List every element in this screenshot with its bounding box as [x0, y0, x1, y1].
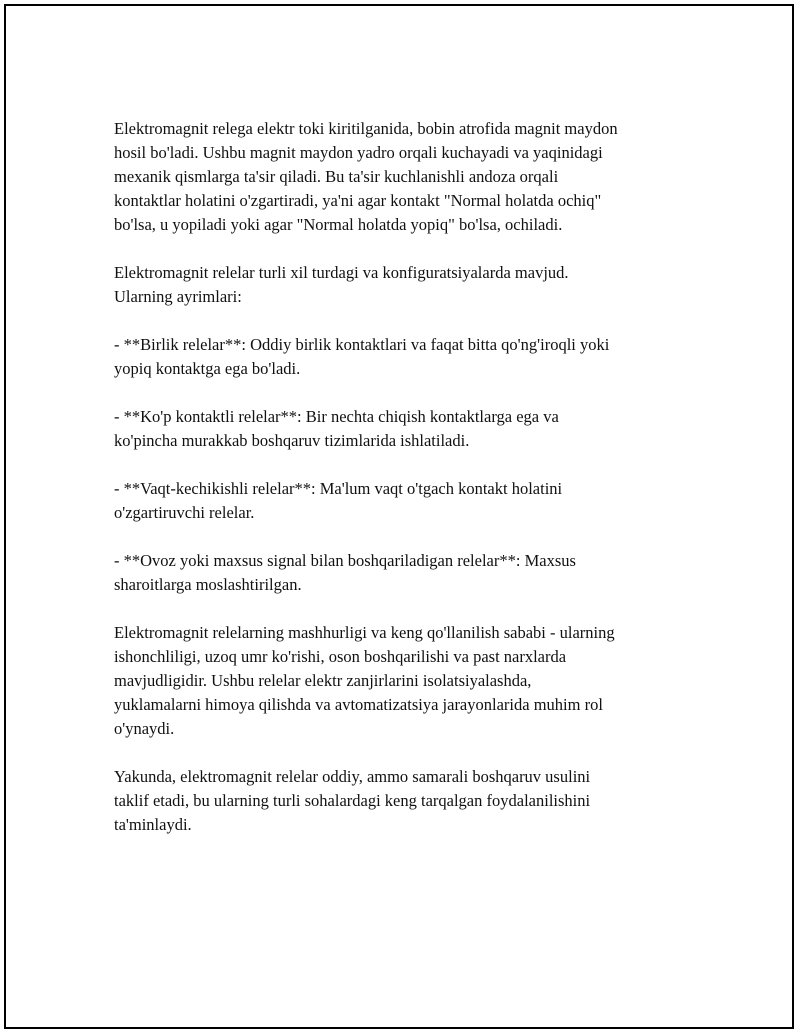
- list-item-signal-controlled-relays: - **Ovoz yoki maxsus signal bilan boshqariladigan relelar**: Maxsus sharoitlarga moslashtirilgan.: [114, 551, 576, 594]
- list-item-single-relays: - **Birlik relelar**: Oddiy birlik kontaktlari va faqat bitta qo'ng'iroqli yoki yopiq kontaktga ega bo'ladi.: [114, 335, 610, 378]
- paragraph-popularity: Elektromagnit relelarning mashhurligi va keng qo'llanilish sababi - ularning ishonchliligi, uzoq umr ko'rishi, oson boshqarilishi va past narxlarda mavjudligidir. Ushbu relelar elektr zanjirlarini isolatsiyalashda, yuklamalarni himoya qilishda va avtomatizatsiya jarayonlarida muhim rol o'ynaydi.: [114, 623, 615, 738]
- list-item-multi-contact-relays: - **Ko'p kontaktli relelar**: Bir nechta chiqish kontaktlarga ega va ko'pincha murakkab boshqaruv tizimlarida ishlatiladi.: [114, 407, 559, 450]
- list-item-time-delay-relays: - **Vaqt-kechikishli relelar**: Ma'lum vaqt o'tgach kontakt holatini o'zgartiruvchi relelar.: [114, 479, 563, 522]
- paragraph-types-intro: Elektromagnit relelar turli xil turdagi va konfiguratsiyalarda mavjud. Ularning ayrimlari:: [114, 263, 569, 306]
- document-body: [114, 117, 684, 861]
- paragraph-intro: Elektromagnit relega elektr toki kiritilganida, bobin atrofida magnit maydon hosil bo'ladi. Ushbu magnit maydon yadro orqali kuchayadi va yaqinidagi mexanik qismlarga ta'sir qiladi. Bu ta'sir kuchlanishli andoza orqali kontaktlar holatini o'zgartiradi, ya'ni agar kontakt "Normal holatda ochiq" bo'lsa, u yopiladi yoki agar "Normal holatda yopiq" bo'lsa, ochiladi.: [114, 119, 618, 234]
- paragraph-conclusion: Yakunda, elektromagnit relelar oddiy, ammo samarali boshqaruv usulini taklif etadi, bu ularning turli sohalardagi keng tarqalgan foydalanilishini ta'minlaydi.: [114, 767, 591, 834]
